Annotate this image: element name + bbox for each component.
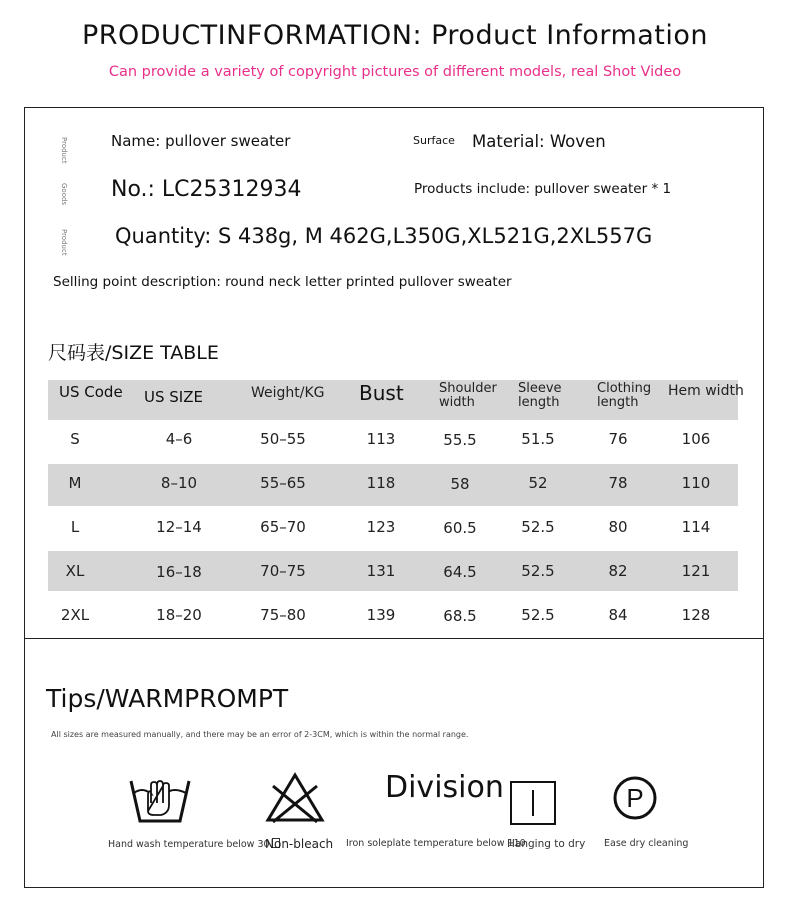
- table-cell: 76: [608, 430, 628, 448]
- product-name: Name: pullover sweater: [111, 132, 291, 150]
- table-cell: 4–6: [165, 430, 193, 448]
- table-cell: 110: [681, 474, 711, 492]
- hand-wash-icon: [128, 775, 192, 825]
- side-label-2: Goods: [60, 183, 68, 206]
- header-weight: Weight/KG: [251, 385, 325, 401]
- selling-point: Selling point description: round neck letter printed pullover sweater: [53, 274, 512, 290]
- table-cell: 84: [608, 606, 628, 624]
- table-cell: 80: [608, 518, 628, 536]
- table-cell: 52.5: [521, 518, 555, 536]
- size-table-title: 尺码表/SIZE TABLE: [48, 342, 219, 364]
- dry-clean-icon: [612, 775, 658, 821]
- table-cell: 78: [608, 474, 628, 492]
- page-title: PRODUCTINFORMATION: Product Information: [81, 20, 709, 51]
- table-cell: 82: [608, 562, 628, 580]
- table-cell: 50–55: [260, 430, 306, 448]
- header-us-code: US Code: [59, 383, 123, 401]
- care-bleach-label: Non-bleach: [265, 837, 334, 851]
- care-clean-label: Ease dry cleaning: [604, 838, 689, 849]
- table-cell: 75–80: [260, 606, 306, 624]
- table-cell: 118: [366, 474, 396, 492]
- header-hem: Hem width: [668, 383, 744, 399]
- header-sleeve: Sleeve length: [518, 381, 562, 410]
- table-cell: 65–70: [260, 518, 306, 536]
- table-cell: 52.5: [521, 562, 555, 580]
- table-cell: XL: [65, 562, 85, 580]
- care-wash-label: Hand wash temperature below 30: [108, 838, 280, 850]
- care-dry-label: Hanging to dry: [507, 838, 586, 850]
- surface-label: Surface: [413, 134, 455, 147]
- table-cell: 16–18: [156, 563, 202, 581]
- division-label: Division: [385, 770, 504, 805]
- table-cell: 139: [366, 606, 396, 624]
- header-bust: Bust: [359, 381, 404, 405]
- table-cell: 123: [366, 518, 396, 536]
- table-cell: 114: [681, 518, 711, 536]
- table-cell: 64.5: [443, 563, 477, 581]
- tips-title: Tips/WARMPROMPT: [46, 684, 289, 713]
- table-cell: 55–65: [260, 474, 306, 492]
- table-cell: 113: [366, 430, 396, 448]
- page-subtitle: Can provide a variety of copyright pictures of different models, real Shot Video: [108, 64, 682, 80]
- table-cell: 51.5: [521, 430, 555, 448]
- tips-note: All sizes are measured manually, and there may be an error of 2-3CM, which is within the normal range.: [51, 730, 469, 739]
- table-cell: 106: [681, 430, 711, 448]
- table-cell: 121: [681, 562, 711, 580]
- table-cell: 58: [450, 475, 470, 493]
- side-label-1: Product: [60, 137, 68, 164]
- care-iron-label: Iron soleplate temperature below 110: [346, 838, 526, 849]
- table-cell: 18–20: [156, 606, 202, 624]
- header-clothing: Clothing length: [597, 381, 652, 410]
- material: Material: Woven: [472, 132, 606, 151]
- table-cell: 2XL: [60, 606, 90, 624]
- table-cell: 128: [681, 606, 711, 624]
- svg-text:P: P: [626, 783, 644, 813]
- header-shoulder: Shoulder width: [439, 381, 497, 410]
- table-cell: 12–14: [156, 518, 202, 536]
- product-number: No.: LC25312934: [111, 177, 302, 202]
- header-us-size: US SIZE: [144, 388, 203, 406]
- table-cell: 131: [366, 562, 396, 580]
- table-cell: 70–75: [260, 562, 306, 580]
- table-cell: 8–10: [160, 474, 198, 492]
- table-cell: 52.5: [521, 606, 555, 624]
- non-bleach-icon: [265, 772, 325, 824]
- table-cell: M: [68, 474, 82, 492]
- table-cell: S: [70, 430, 80, 448]
- side-label-3: Product: [60, 229, 68, 256]
- quantity: Quantity: S 438g, M 462G,L350G,XL521G,2XL557G: [115, 224, 653, 248]
- hang-dry-icon: [509, 780, 557, 826]
- tips-frame: [24, 638, 764, 888]
- products-include: Products include: pullover sweater * 1: [414, 181, 672, 197]
- table-cell: 52: [528, 474, 548, 492]
- table-cell: 55.5: [443, 431, 477, 449]
- table-cell: 60.5: [443, 519, 477, 537]
- table-cell: 68.5: [443, 607, 477, 625]
- table-cell: L: [70, 518, 80, 536]
